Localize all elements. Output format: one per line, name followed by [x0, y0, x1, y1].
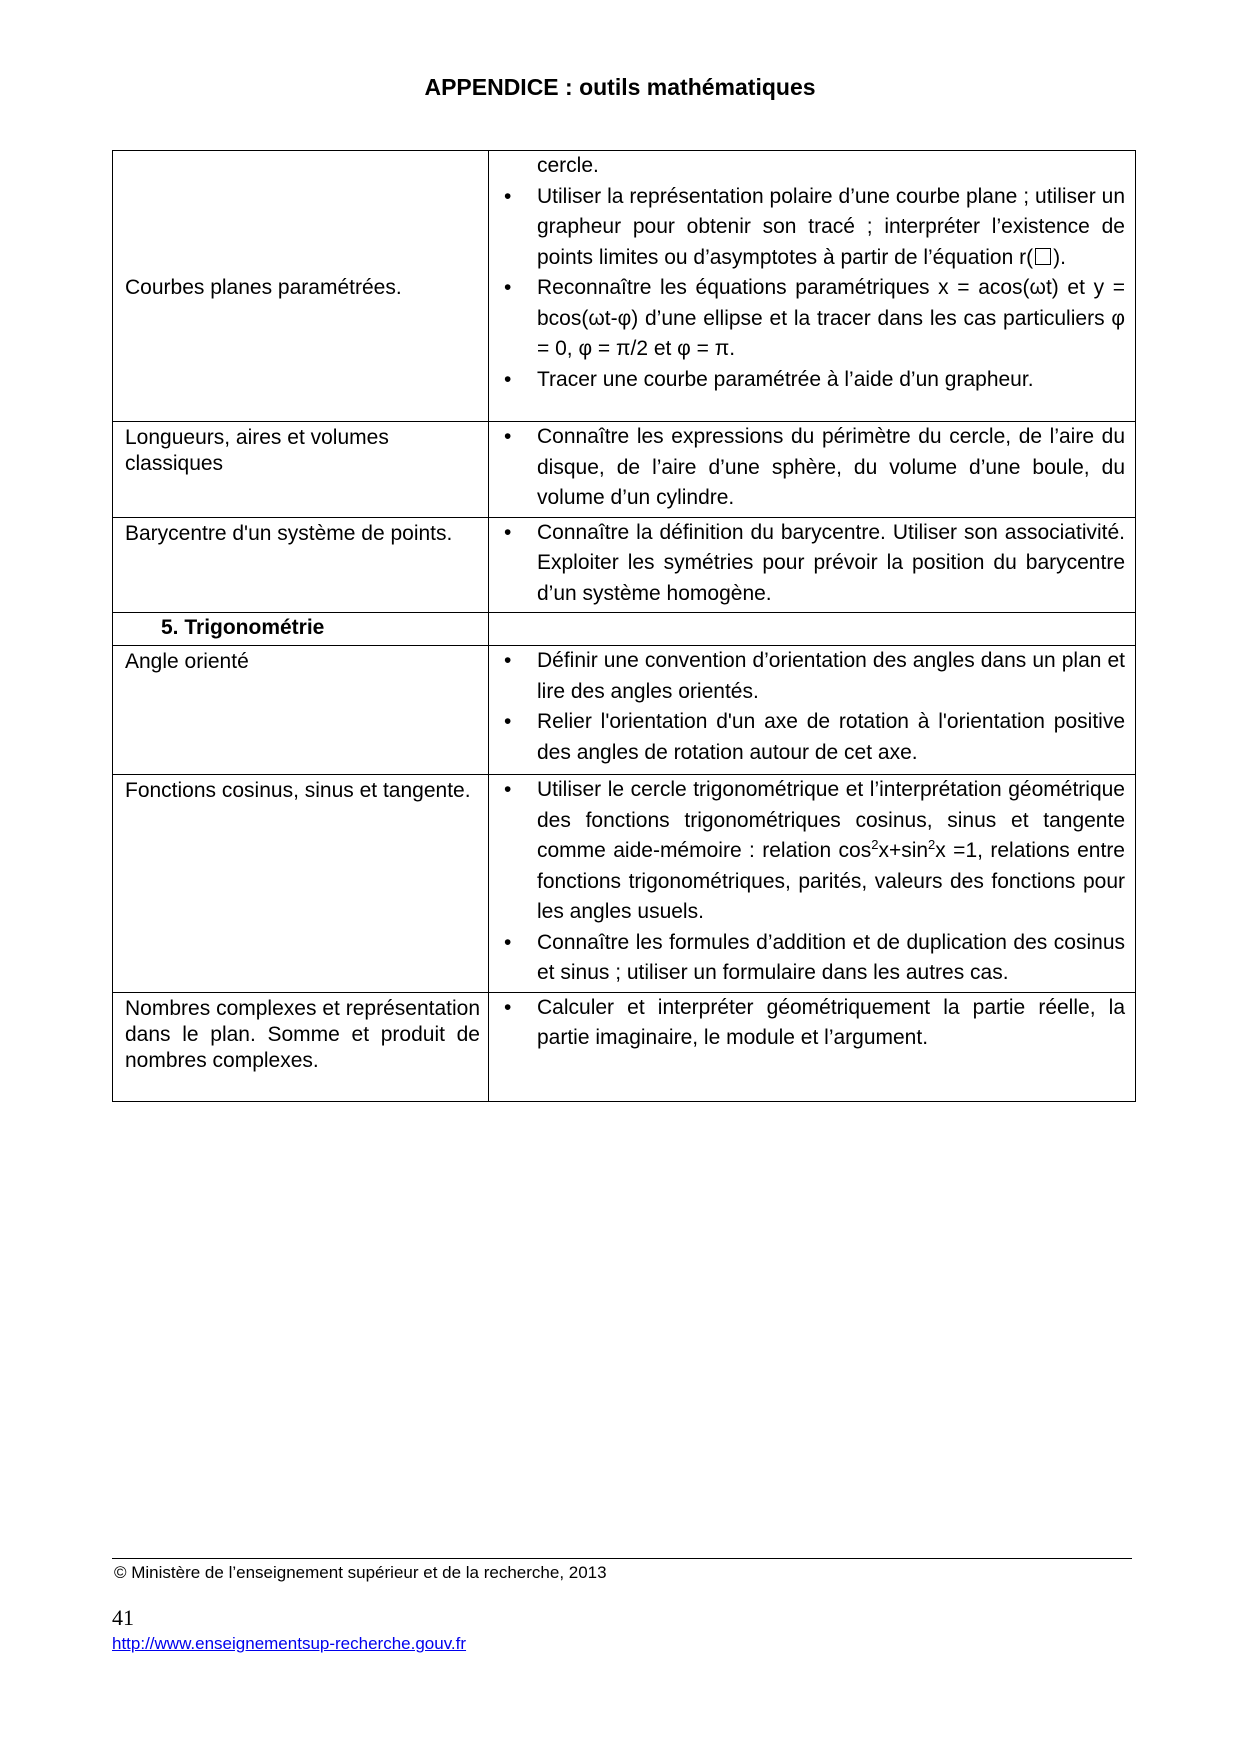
- topic-label: Nombres complexes et représentation dans le plan. Somme et produit de nombres complexes.: [125, 996, 480, 1072]
- item-text-end: ).: [1053, 245, 1066, 269]
- box-symbol-icon: [1035, 248, 1051, 265]
- copyright-notice: © Ministère de l’enseignement supérieur et de la recherche, 2013: [114, 1563, 607, 1582]
- section-heading: 5. Trigonométrie: [161, 616, 325, 639]
- content-cell: [489, 613, 1136, 646]
- topic-cell: [113, 422, 489, 518]
- content-cell: [489, 151, 1136, 422]
- content-cell: [489, 992, 1136, 1101]
- continuation-text: cercle.: [537, 154, 599, 177]
- table-row: [113, 151, 1136, 422]
- table-row: [113, 775, 1136, 993]
- list-item: [497, 182, 1125, 274]
- topic-label: Fonctions cosinus, sinus et tangente.: [125, 779, 471, 802]
- topic-cell: [113, 151, 489, 422]
- website-link[interactable]: http://www.enseignementsup-recherche.gouv.fr: [112, 1634, 467, 1653]
- content-cell: [489, 517, 1136, 613]
- topic-cell: [113, 517, 489, 613]
- table-row: [113, 422, 1136, 518]
- list-item: • Reconnaître les équations paramétriques x = acos(ωt) et y = bcos(ωt-φ) d’une ellipse et la tracer dans les cas particuliers φ = 0, φ = π/2 et φ = π.: [497, 273, 1125, 365]
- bullet-list: [497, 775, 1125, 989]
- bullet-list: [497, 182, 1125, 396]
- list-item: [497, 775, 1125, 928]
- topic-label: Barycentre d'un système de points.: [125, 521, 453, 545]
- content-cell: [489, 422, 1136, 518]
- list-item: • Tracer une courbe paramétrée à l’aide d’un grapheur.: [497, 365, 1125, 396]
- list-item: • Calculer et interpréter géométriquement la partie réelle, la partie imaginaire, le module et l’argument.: [497, 993, 1125, 1054]
- list-item: • Relier l'orientation d'un axe de rotation à l'orientation positive des angles de rotation autour de cet axe.: [497, 707, 1125, 768]
- item-text: Utiliser le cercle trigonométrique et l’interprétation géométrique des fonctions trigonométriques cosinus, sinus et tangente comme aide-mémoire : relation cos: [537, 778, 1125, 862]
- table-row: [113, 517, 1136, 613]
- superscript: 2: [928, 837, 936, 852]
- table-row: [113, 613, 1136, 646]
- page-title: APPENDICE : outils mathématiques: [424, 74, 816, 100]
- topic-label: Angle orienté: [125, 650, 249, 673]
- topic-cell: [113, 775, 489, 993]
- topic-label: Longueurs, aires et volumes classiques: [125, 426, 389, 475]
- item-text: Utiliser la représentation polaire d’une courbe plane ; utiliser un grapheur pour obtenir son tracé ; interpréter l’existence de points limites ou d’asymptotes à partir de l’équation r(: [537, 184, 1125, 269]
- topic-label: Courbes planes paramétrées.: [125, 275, 402, 299]
- list-item: • Définir une convention d’orientation des angles dans un plan et lire des angles orientés.: [497, 646, 1125, 707]
- section-cell: [113, 613, 489, 646]
- list-item: • Connaître la définition du barycentre. Utiliser son associativité. Exploiter les symétries pour prévoir la position du barycentre d’un système homogène.: [497, 518, 1125, 610]
- topic-cell: [113, 646, 489, 775]
- list-item: • Connaître les expressions du périmètre du cercle, de l’aire du disque, de l’aire d’une sphère, du volume d’une boule, du volume d’un cylindre.: [497, 422, 1125, 514]
- content-cell: [489, 646, 1136, 775]
- table-row: [113, 646, 1136, 775]
- footer-divider: [112, 1558, 1132, 1559]
- bullet-list: [497, 422, 1125, 514]
- bullet-list: [497, 993, 1125, 1054]
- page-number: 41: [112, 1605, 134, 1630]
- item-text: x =1, relations entre fonctions trigonométriques, parités, valeurs des fonctions pour les angles usuels.: [537, 839, 1125, 923]
- curriculum-table: [112, 150, 1136, 1102]
- list-item: • Connaître les formules d’addition et de duplication des cosinus et sinus ; utiliser un formulaire dans les autres cas.: [497, 928, 1125, 989]
- bullet-list: [497, 518, 1125, 610]
- superscript: 2: [871, 837, 879, 852]
- topic-cell: [113, 992, 489, 1101]
- table-row: [113, 992, 1136, 1101]
- item-text: x+sin: [878, 839, 929, 862]
- content-cell: [489, 775, 1136, 993]
- bullet-list: [497, 646, 1125, 768]
